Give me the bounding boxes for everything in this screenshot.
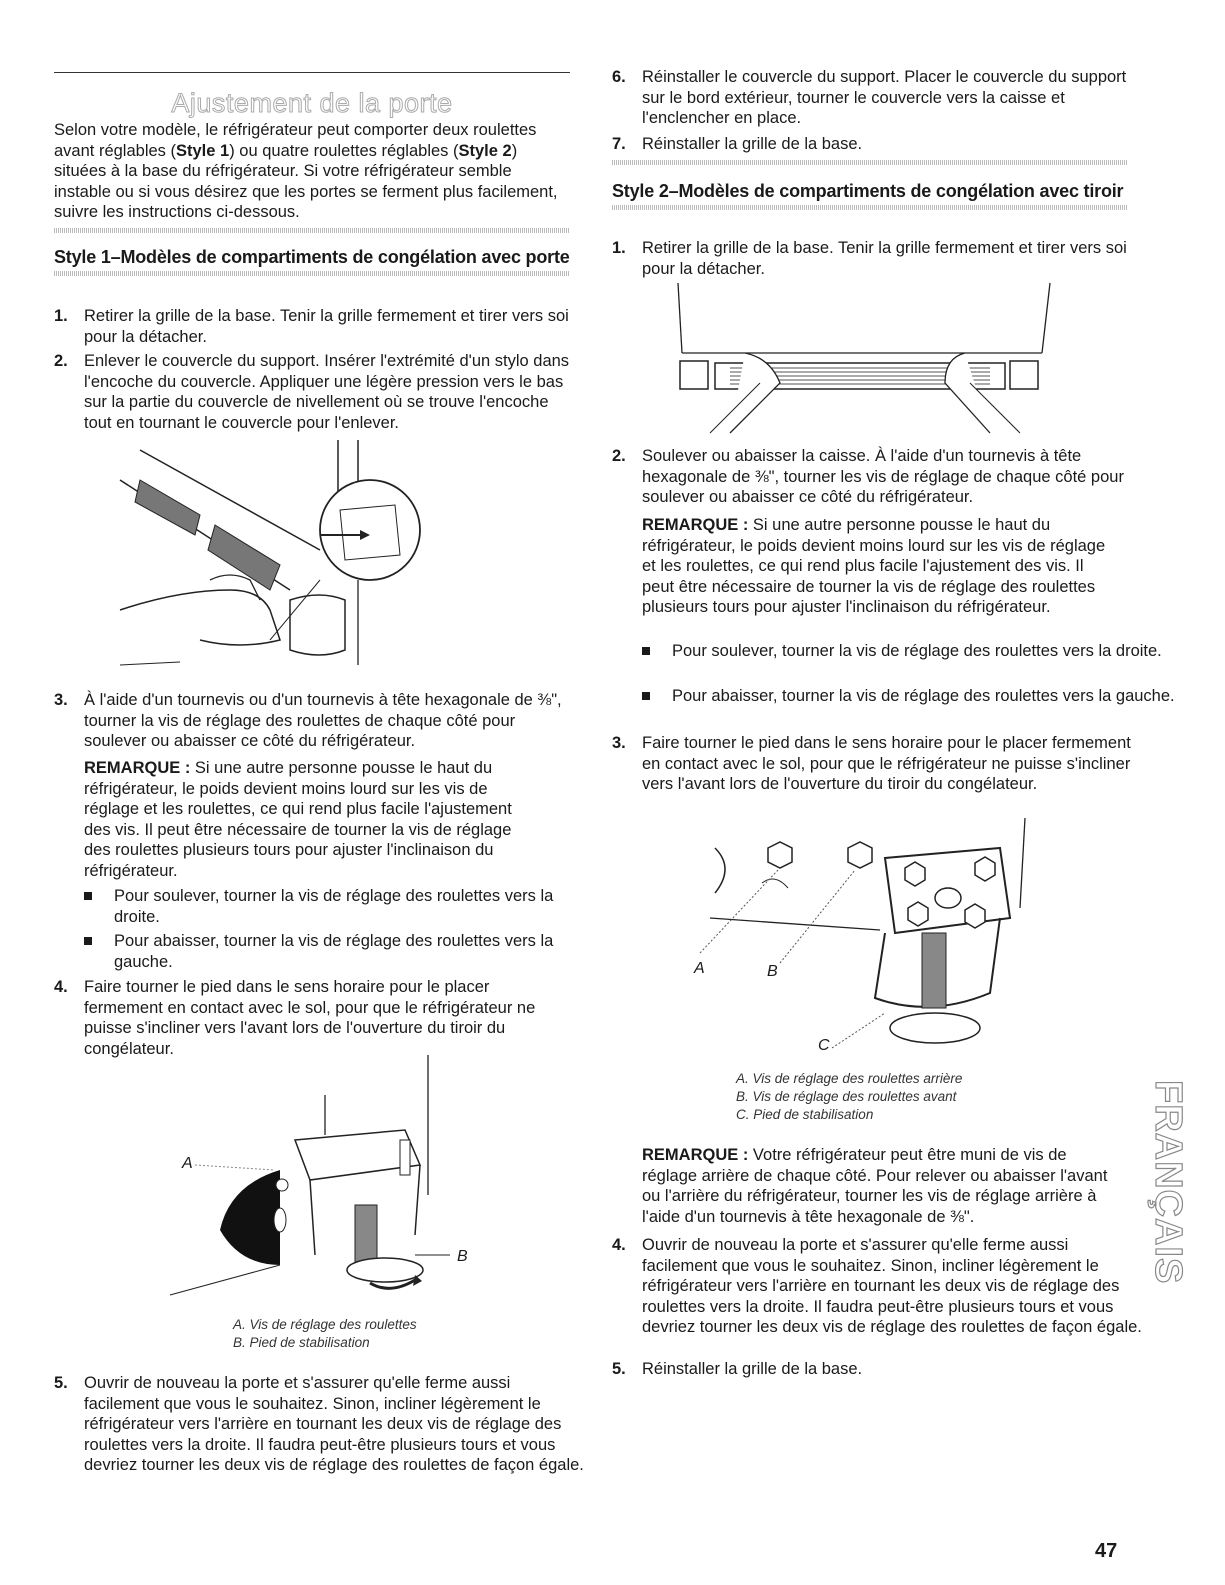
hatch-divider <box>54 271 570 276</box>
intro-paragraph: Selon votre modèle, le réfrigérateur peut comporter deux roulettes avant réglables (Style 1) ou quatre roulettes réglables (Style 2) situées à la base du réfrigérateur. Si votre réfrigérateur semble instable ou si vous désirez que les portes se ferment plus facilement, suivre les instructions ci-dessous. <box>54 121 558 221</box>
style1-step-5: 5. Ouvrir de nouveau la porte et s'assurer qu'elle ferme aussi facilement que vous le souhaitez. Sinon, incliner légèrement le réfrigérateur vers l'arrière en tournant les deux vis de réglage des roulettes vers la droite. Il faudra peut-être plusieurs tours et vous devriez tourner les deux vis de réglage des roulettes de façon égale. <box>54 1374 584 1474</box>
style2-bullet-raise: Pour soulever, tourner la vis de réglage des roulettes vers la droite. <box>612 641 1177 662</box>
style1-note: REMARQUE : Si une autre personne pousse le haut du réfrigérateur, le poids devient moins lourd sur les vis de réglage et les roulettes, ce qui rend plus facile l'ajustement des vis. Il peut être nécessaire de tourner la vis de réglage des roulettes plusieurs tours pour ajuster l'inclinaison du réfrigérateur. <box>84 759 512 880</box>
style1-heading: Style 1–Modèles de compartiments de congélation avec porte <box>54 247 570 267</box>
hatch-divider <box>612 205 1127 210</box>
top-rule <box>54 72 570 73</box>
style1-step-3: 3. À l'aide d'un tournevis ou d'un tournevis à tête hexagonale de ⅜", tourner la vis de réglage des roulettes de chaque côté pour soulever ou abaisser ce côté du réfrigérateur. <box>54 691 562 750</box>
style2-note: REMARQUE : Si une autre personne pousse le haut du réfrigérateur, le poids devient moins lourd sur les vis de réglage et les roulettes, ce qui rend plus facile l'ajustement des vis. Il peut être nécessaire de tourner la vis de réglage des roulettes plusieurs tours pour ajuster l'inclinaison du réfrigérateur. <box>642 516 1106 616</box>
style1-bullet-lower: Pour abaisser, tourner la vis de réglage des roulettes vers la gauche. <box>54 931 600 972</box>
style2-bullet-lower: Pour abaisser, tourner la vis de réglage des roulettes vers la gauche. <box>612 686 1177 707</box>
style1-step-1: 1. Retirer la grille de la base. Tenir la grille fermement et tirer vers soi pour la détacher. <box>54 307 569 346</box>
side-tab-label: FRANÇAIS <box>1146 1080 1189 1285</box>
fig2-label-a: A <box>182 1155 193 1172</box>
style1-section-header <box>54 228 570 276</box>
style2-step-5: 5. Réinstaller la grille de la base. <box>612 1360 863 1378</box>
page-title: Ajustement de la porte <box>171 88 453 118</box>
hatch-divider <box>612 160 1127 165</box>
style2-section-header <box>612 160 1127 210</box>
fig4-label-b: B <box>767 963 778 980</box>
page-number: 47 <box>1095 1540 1118 1562</box>
style2-step-3: 3. Faire tourner le pied dans le sens horaire pour le placer fermement en contact avec le sol, pour que le réfrigérateur ne puisse s'incliner vers l'avant lors de l'ouverture du tiroir du congélateur. <box>612 734 1131 793</box>
style1-step-4: 4. Faire tourner le pied dans le sens horaire pour le placer fermement en contact avec le sol, pour que le réfrigérateur ne puisse s'incliner vers l'avant lors de l'ouverture du tiroir du congélateur. <box>54 978 536 1058</box>
style2-note-rear-screws: REMARQUE : Votre réfrigérateur peut être muni de vis de réglage arrière de chaque côté. Pour relever ou abaisser l'avant ou l'arrière du réfrigérateur, tourner les vis de réglage arrière à l'aide d'un tournevis à tête hexagonale de ⅜". <box>642 1146 1108 1226</box>
language-side-tab <box>1146 1080 1189 1340</box>
bullet-square-icon <box>642 692 650 700</box>
bullet-square-icon <box>84 937 92 945</box>
caption-a: A. Vis de réglage des roulettes arrière <box>736 1071 963 1086</box>
fig2-label-b: B <box>457 1248 468 1265</box>
leveling-leg-illustration <box>170 1055 470 1305</box>
fig4-captions <box>736 1070 962 1124</box>
style2-step-1: 1. Retirer la grille de la base. Tenir la grille fermement et tirer vers soi pour la détacher. <box>612 239 1127 278</box>
fig4-label-a: A <box>694 960 705 977</box>
style2-step-4: 4. Ouvrir de nouveau la porte et s'assurer qu'elle ferme aussi facilement que vous le souhaitez. Sinon, incliner légèrement le réfrigérateur vers l'arrière en tournant les deux vis de réglage des roulettes vers la droite. Il faudra peut-être plusieurs tours et vous devriez tourner les deux vis de réglage des roulettes de façon égale. <box>612 1236 1142 1336</box>
style1-bullet-raise: Pour soulever, tourner la vis de réglage des roulettes vers la droite. <box>54 886 600 927</box>
caption-b: B. Vis de réglage des roulettes avant <box>736 1089 957 1104</box>
style1-step-6: 6. Réinstaller le couvercle du support. Placer le couvercle du support sur le bord extérieur, tourner le couvercle vers la caisse et l'enclencher en place. <box>612 68 1127 127</box>
bullet-square-icon <box>642 647 650 655</box>
style1-step-2: 2. Enlever le couvercle du support. Insérer l'extrémité d'un stylo dans l'encoche du couvercle. Appliquer une légère pression vers le bas sur la partie du couvercle de nivellement où se trouve l'encoche tout en tournant le couvercle pour l'enlever. <box>54 352 570 432</box>
style2-heading: Style 2–Modèles de compartiments de congélation avec tiroir <box>612 181 1124 201</box>
caption-b: B. Pied de stabilisation <box>233 1335 370 1350</box>
cover-removal-illustration <box>120 440 410 670</box>
fig4-label-c: C <box>818 1037 830 1054</box>
bullet-square-icon <box>84 892 92 900</box>
adjusting-screws-illustration <box>700 818 1040 1058</box>
fig2-captions <box>233 1316 417 1352</box>
caption-a: A. Vis de réglage des roulettes <box>233 1317 417 1332</box>
caption-c: C. Pied de stabilisation <box>736 1107 874 1122</box>
style1-step-7: 7. Réinstaller la grille de la base. <box>612 135 863 153</box>
hatch-divider <box>54 228 570 233</box>
base-grille-illustration <box>670 283 1060 433</box>
style2-step-2: 2. Soulever ou abaisser la caisse. À l'aide d'un tournevis à tête hexagonale de ⅜", tourner les vis de réglage de chaque côté pour soulever ou abaisser ce côté du réfrigérateur. <box>612 447 1124 506</box>
